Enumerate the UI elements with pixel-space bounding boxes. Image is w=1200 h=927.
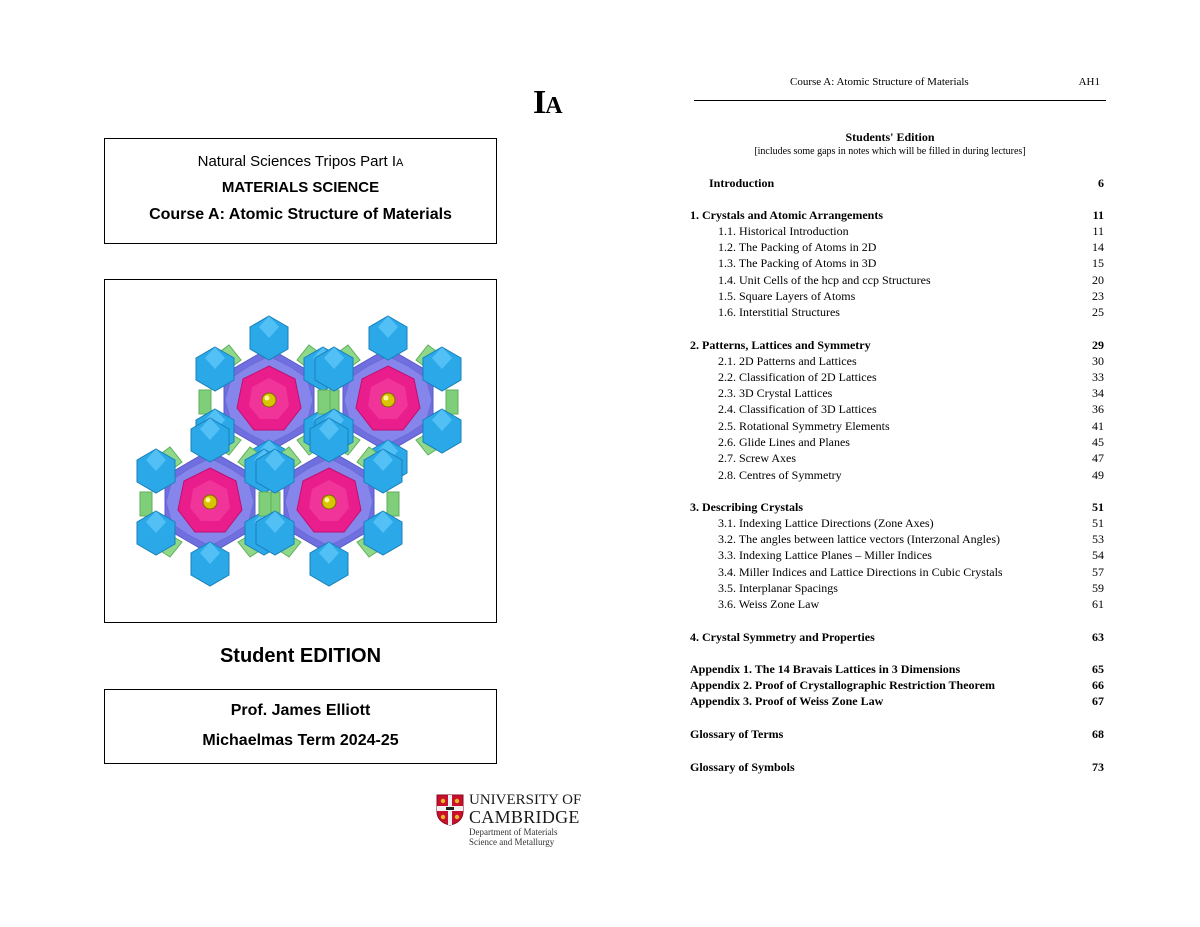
toc-entry-page: 68: [1092, 727, 1104, 741]
part-ia-mark: [533, 84, 562, 122]
toc-entry: [690, 499, 1104, 515]
toc-entry-page: 59: [1092, 581, 1104, 595]
toc-heading: [690, 130, 1090, 157]
toc-entry: [690, 547, 1104, 563]
toc-entry-page: 53: [1092, 532, 1104, 546]
toc-entry: [690, 564, 1104, 580]
toc-entry-page: 67: [1092, 694, 1104, 708]
toc-entry-label: 2.6. Glide Lines and Planes: [718, 435, 850, 449]
toc-entry-label: 1.5. Square Layers of Atoms: [718, 289, 856, 303]
toc-entry-page: 34: [1092, 386, 1104, 400]
logo-dept-line1: Department of Materials: [469, 827, 558, 837]
toc-entry: [690, 726, 1104, 742]
toc-entry-label: 1.1. Historical Introduction: [718, 224, 849, 238]
toc-note: [includes some gaps in notes which will be filled in during lectures]: [754, 146, 1026, 157]
toc-entry-label: 1.3. The Packing of Atoms in 3D: [718, 256, 877, 270]
toc-entry-page: 49: [1092, 468, 1104, 482]
toc-entry-page: 41: [1092, 419, 1104, 433]
toc-entry-label: Appendix 2. Proof of Crystallographic Restriction Theorem: [690, 678, 995, 692]
toc-entry-label: 3.5. Interplanar Spacings: [718, 581, 838, 595]
toc-entry: [690, 207, 1104, 223]
toc-entry-label: 2.2. Classification of 2D Lattices: [718, 370, 877, 384]
polyhedra-illustration: [105, 280, 496, 622]
toc-entry: [690, 434, 1104, 450]
header-page-code: AH1: [1078, 76, 1100, 88]
course-title-box: [104, 138, 497, 244]
logo-cambridge: CAMBRIDGE: [469, 807, 580, 827]
tripos-line-small: A: [396, 157, 404, 169]
toc-entry-label: 2. Patterns, Lattices and Symmetry: [690, 338, 871, 352]
toc-entry-label: 1.2. The Packing of Atoms in 2D: [718, 240, 877, 254]
toc-entry-page: 45: [1092, 435, 1104, 449]
toc-entry: [690, 693, 1104, 709]
toc-entry-label: 4. Crystal Symmetry and Properties: [690, 630, 875, 644]
toc-entry-label: 3.2. The angles between lattice vectors (Interzonal Angles): [718, 532, 1001, 546]
toc-entry-page: 20: [1092, 273, 1104, 287]
toc-entry: [690, 369, 1104, 385]
toc-entry-page: 47: [1092, 451, 1104, 465]
toc-entry: [690, 531, 1104, 547]
author-name: Prof. James Elliott: [230, 702, 371, 719]
toc-entry-page: 57: [1092, 565, 1104, 579]
toc-entry-page: 11: [1092, 208, 1104, 222]
toc-entry-page: 29: [1092, 338, 1104, 352]
toc-entry-page: 15: [1092, 256, 1104, 270]
toc-entry-label: 3. Describing Crystals: [690, 500, 803, 514]
toc-entry: [690, 677, 1104, 693]
toc-entry: [690, 255, 1104, 271]
toc-entry: [690, 596, 1104, 612]
toc-entry: [690, 467, 1104, 483]
toc-entry-label: Introduction: [709, 176, 775, 190]
toc-entry: [690, 401, 1104, 417]
toc-entry-label: 3.6. Weiss Zone Law: [718, 597, 820, 611]
toc-entry: [690, 337, 1104, 353]
page-header: [694, 76, 1106, 101]
edition-label: Student EDITION: [219, 645, 382, 667]
toc-entry: [690, 353, 1104, 369]
toc-entry-page: 23: [1092, 289, 1104, 303]
toc-entry-label: 2.7. Screw Axes: [718, 451, 796, 465]
toc-entry-page: 51: [1092, 500, 1104, 514]
toc-entry-label: 1.4. Unit Cells of the hcp and ccp Structures: [718, 273, 931, 287]
toc-entry-label: 3.3. Indexing Lattice Planes – Miller Indices: [718, 548, 932, 562]
toc-entry-label: 2.4. Classification of 3D Lattices: [718, 402, 877, 416]
toc-entry-label: 2.8. Centres of Symmetry: [718, 468, 842, 482]
toc-entry: [690, 629, 1104, 645]
toc-entry-label: 2.5. Rotational Symmetry Elements: [718, 419, 890, 433]
author-box: [104, 689, 497, 764]
toc-entry-page: 11: [1092, 224, 1104, 238]
logo-department: [469, 827, 557, 847]
toc-entry: [690, 759, 1104, 775]
toc-entry-page: 73: [1092, 760, 1104, 774]
header-course-title: Course A: Atomic Structure of Materials: [790, 76, 969, 88]
toc-entry-page: 25: [1092, 305, 1104, 319]
toc-entry: [690, 385, 1104, 401]
toc-entry-label: Glossary of Terms: [690, 727, 784, 741]
toc-entry-page: 30: [1092, 354, 1104, 368]
toc-entry-page: 14: [1092, 240, 1104, 254]
cambridge-crest-icon: [436, 794, 464, 826]
toc-entry: [690, 175, 1104, 191]
toc-entry-label: 2.1. 2D Patterns and Lattices: [718, 354, 857, 368]
toc-entry-label: 3.4. Miller Indices and Lattice Directions in Cubic Crystals: [718, 565, 1003, 579]
toc-title: Students' Edition: [845, 130, 935, 144]
toc-entry: [690, 580, 1104, 596]
toc-entry-label: Appendix 3. Proof of Weiss Zone Law: [690, 694, 884, 708]
logo-university-of: UNIVERSITY OF: [469, 792, 582, 808]
toc-entry-page: 33: [1092, 370, 1104, 384]
toc-entry-label: 1. Crystals and Atomic Arrangements: [690, 208, 883, 222]
toc-entry-page: 61: [1092, 597, 1104, 611]
toc-entry-label: 3.1. Indexing Lattice Directions (Zone Axes): [718, 516, 934, 530]
toc-entry-page: 36: [1092, 402, 1104, 416]
toc-entry-label: Glossary of Symbols: [690, 760, 795, 774]
cambridge-logo: [436, 794, 596, 854]
tripos-line: [105, 153, 496, 170]
toc-entry: [690, 515, 1104, 531]
logo-dept-line2: Science and Metallurgy: [469, 837, 555, 847]
subject-title: MATERIALS SCIENCE: [221, 179, 380, 196]
toc-entry: [690, 418, 1104, 434]
term-label: Michaelmas Term 2024-25: [202, 732, 399, 749]
toc-entry-label: 1.6. Interstitial Structures: [718, 305, 840, 319]
tripos-line-main: Natural Sciences Tripos Part I: [197, 153, 397, 170]
toc-entry-page: 6: [1098, 176, 1104, 190]
toc-entry: [690, 304, 1104, 320]
toc-entry-page: 65: [1092, 662, 1104, 676]
toc-entry: [690, 239, 1104, 255]
toc-entry-label: 2.3. 3D Crystal Lattices: [718, 386, 833, 400]
toc-entry: [690, 223, 1104, 239]
toc-entry: [690, 288, 1104, 304]
part-ia-mark-big: I: [533, 84, 546, 121]
toc-entry-page: 63: [1092, 630, 1104, 644]
toc-entry: [690, 450, 1104, 466]
toc-entry: [690, 272, 1104, 288]
toc-entry-page: 66: [1092, 678, 1104, 692]
toc-entry: [690, 661, 1104, 677]
toc-entry-page: 51: [1092, 516, 1104, 530]
toc-entry-label: Appendix 1. The 14 Bravais Lattices in 3 Dimensions: [690, 662, 961, 676]
toc-entry-page: 54: [1092, 548, 1104, 562]
crystal-structure-figure: [104, 279, 497, 623]
part-ia-mark-small: A: [545, 93, 562, 119]
course-title: Course A: Atomic Structure of Materials: [149, 206, 452, 223]
